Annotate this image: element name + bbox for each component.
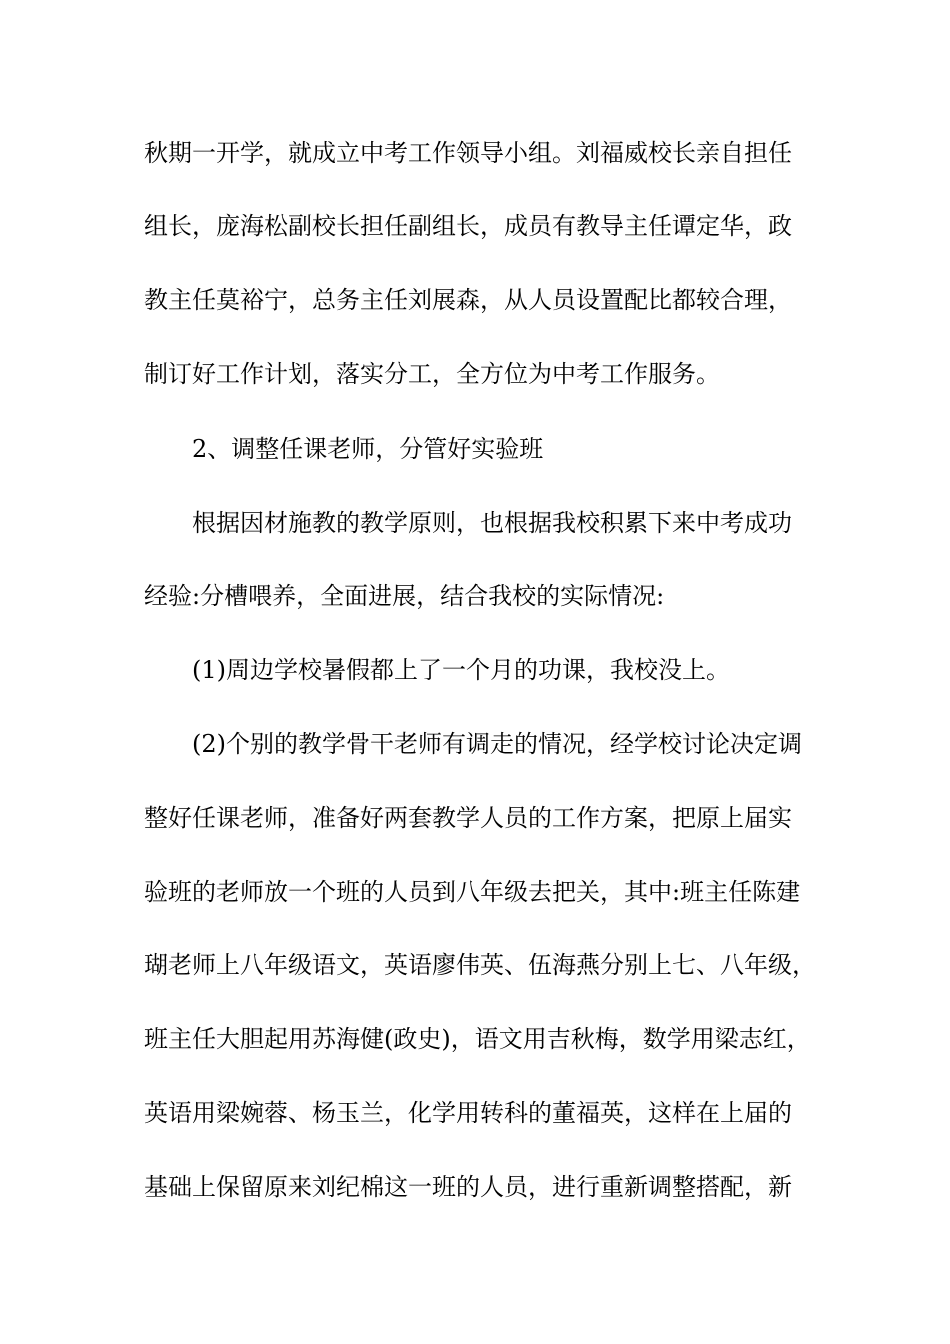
paragraph-line-10: 整好任课老师，准备好两套教学人员的工作方案，把原上届实 <box>144 804 792 832</box>
paragraph-line-2: 组长，庞海松副校长担任副组长，成员有教导主任谭定华，政 <box>144 212 792 240</box>
paragraph-line-3: 教主任莫裕宁，总务主任刘展森，从人员设置配比都较合理， <box>144 286 792 314</box>
section-heading: 2、调整任课老师，分管好实验班 <box>192 435 544 463</box>
paragraph-line-13: 班主任大胆起用苏海健(政史)，语文用吉秋梅，数学用梁志红， <box>144 1025 811 1053</box>
list-item-1: (1)周边学校暑假都上了一个月的功课，我校没上。 <box>192 656 730 684</box>
paragraph-line-6: 根据因材施教的教学原则，也根据我校积累下来中考成功 <box>192 509 792 537</box>
paragraph-line-7: 经验:分槽喂养，全面进展，结合我校的实际情况: <box>144 582 665 610</box>
paragraph-line-1: 秋期一开学，就成立中考工作领导小组。刘福威校长亲自担任 <box>144 139 792 167</box>
paragraph-line-12: 瑚老师上八年级语文，英语廖伟英、伍海燕分别上七、八年级， <box>144 951 816 979</box>
paragraph-line-11: 验班的老师放一个班的人员到八年级去把关，其中:班主任陈建 <box>144 878 801 906</box>
list-item-2: (2)个别的教学骨干老师有调走的情况，经学校讨论决定调 <box>192 730 802 758</box>
paragraph-line-4: 制订好工作计划，落实分工，全方位为中考工作服务。 <box>144 360 720 388</box>
paragraph-line-15: 基础上保留原来刘纪棉这一班的人员，进行重新调整搭配，新 <box>144 1173 792 1201</box>
paragraph-line-14: 英语用梁婉蓉、杨玉兰，化学用转科的董福英，这样在上届的 <box>144 1099 792 1127</box>
